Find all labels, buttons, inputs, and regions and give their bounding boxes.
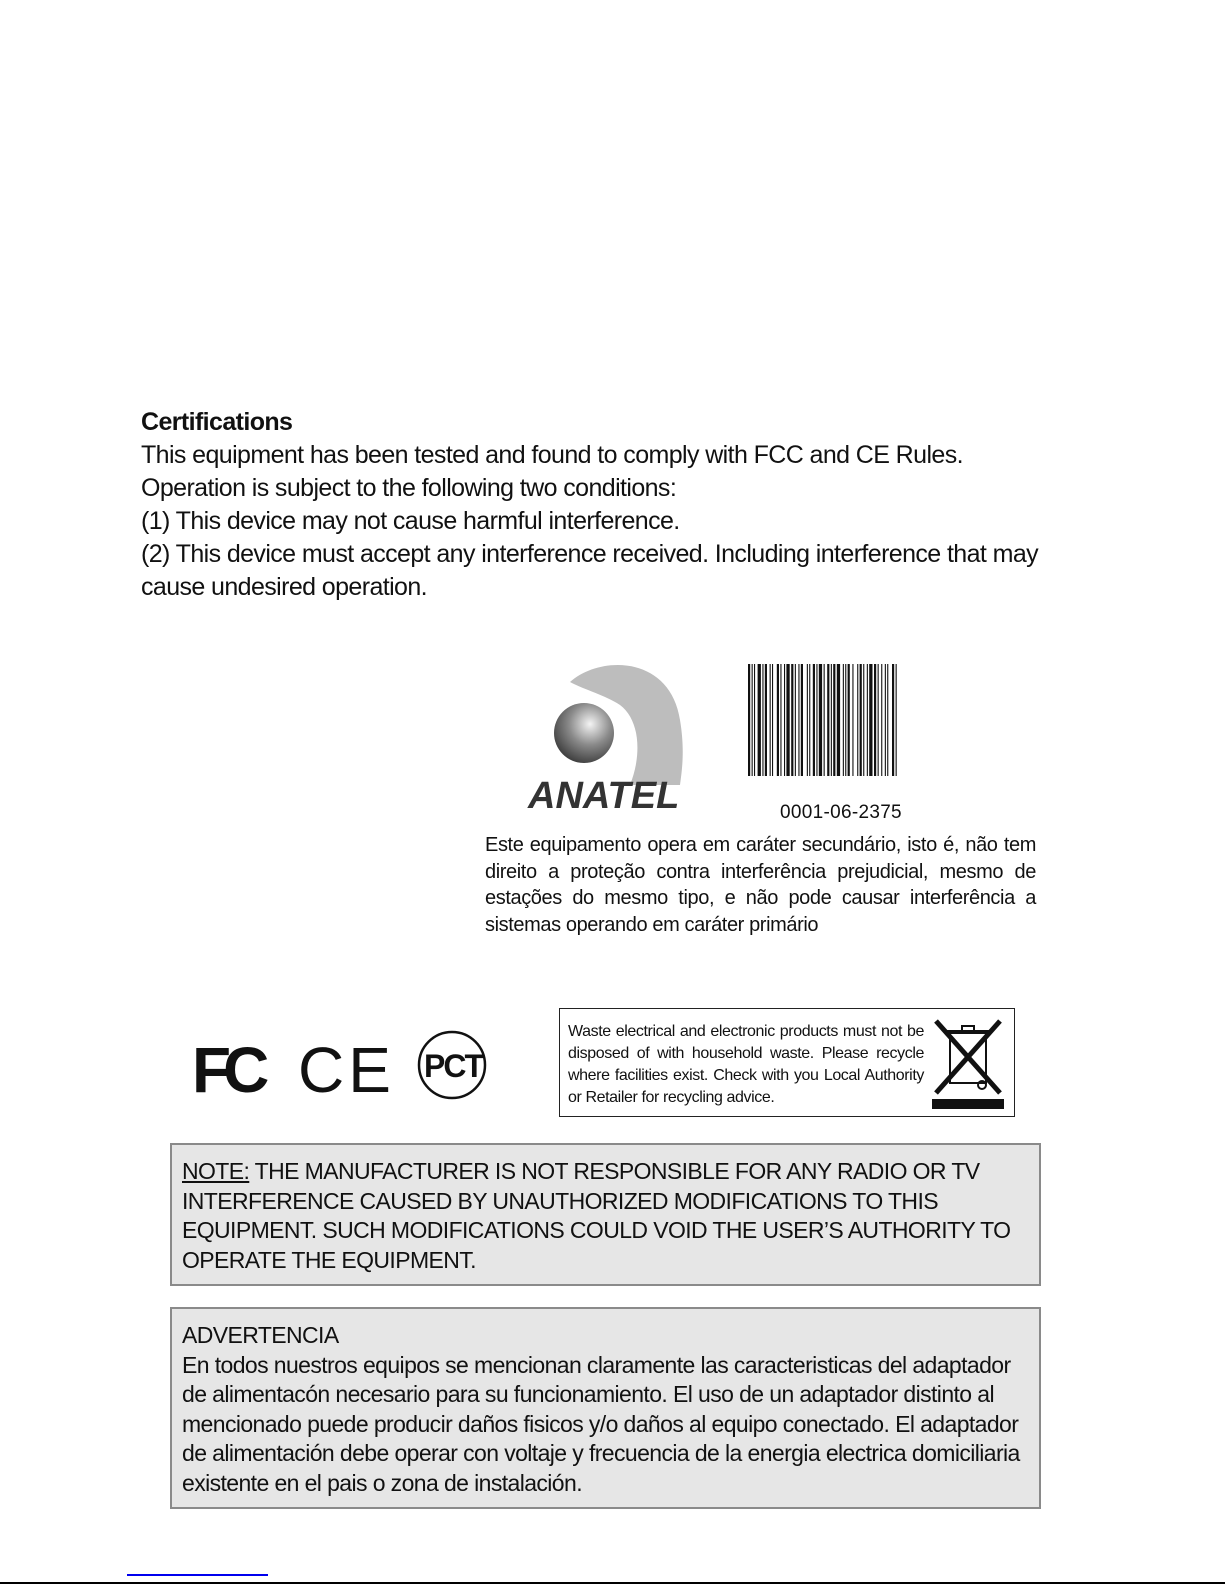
barcode-bar bbox=[887, 664, 888, 776]
barcode-bar bbox=[784, 664, 785, 776]
pct-mark-icon bbox=[419, 1032, 485, 1098]
note-box bbox=[170, 1143, 1041, 1286]
cert-line-3: (1) This device may not cause harmful interference. bbox=[141, 507, 680, 535]
barcode-bar bbox=[762, 664, 763, 776]
pct-mark-text: PCT bbox=[424, 1048, 482, 1084]
barcode-bar bbox=[831, 664, 832, 776]
certifications-section bbox=[141, 406, 1101, 604]
barcode-bar bbox=[816, 664, 817, 776]
barcode-bar bbox=[827, 664, 829, 776]
advertencia-text: En todos nuestros equipos se mencionan claramente las caracteristicas del adaptador de alimentacón necesario para su funcionamiento. El uso de un adaptador distinto al mencionado puede producir daños fisicos y/o daños al equipo conectado. El adaptador de alimentación debe operar con voltaje y frecuencia de la energia electrica domiciliaria existente en el pais o zona de instalación. bbox=[182, 1351, 1020, 1496]
weee-notice-box bbox=[559, 1008, 1015, 1117]
certification-marks bbox=[190, 1030, 520, 1100]
barcode-bar bbox=[837, 664, 840, 776]
barcode-bar bbox=[786, 664, 789, 776]
cert-line-4: (2) This device must accept any interference received. Including interference that may cause undesired operation. bbox=[141, 540, 1039, 601]
anatel-logo-text: ANATEL bbox=[528, 775, 680, 817]
barcode-bar bbox=[892, 664, 894, 776]
barcode-bar bbox=[807, 664, 808, 776]
ce-mark-icon bbox=[298, 1034, 395, 1100]
barcode-bar bbox=[770, 664, 771, 776]
advertencia-title: ADVERTENCIA bbox=[182, 1322, 339, 1348]
ce-mark-text: CE bbox=[298, 1034, 395, 1100]
barcode-bar bbox=[885, 664, 886, 776]
barcode-bar bbox=[848, 664, 850, 776]
barcode-bar bbox=[843, 664, 844, 776]
barcode-bar bbox=[860, 664, 862, 776]
barcode-bar bbox=[852, 664, 853, 776]
note-label: NOTE: bbox=[182, 1158, 250, 1184]
barcode-bar bbox=[878, 664, 879, 776]
fcc-mark-text: FC bbox=[192, 1034, 262, 1100]
fcc-mark-icon bbox=[192, 1034, 268, 1100]
barcode-bar bbox=[798, 664, 799, 776]
barcode-bar bbox=[813, 664, 815, 776]
barcode-bar bbox=[801, 664, 803, 776]
weee-text: Waste electrical and electronic products must not be disposed of with household waste. Please recycle where facilities exist. Check with you Local Authority or Retailer for recycling advice. bbox=[568, 1023, 924, 1106]
anatel-notice: Este equipamento opera em caráter secundário, isto é, não tem direito a proteção contra interferência prejudicial, mesmo de estações do mesmo tipo, e não pode causar interferência a sistemas operando em caráter primário bbox=[485, 834, 1036, 936]
barcode bbox=[748, 664, 948, 776]
barcode-bar bbox=[869, 664, 872, 776]
barcode-bar bbox=[780, 664, 781, 776]
barcode-bar bbox=[896, 664, 897, 776]
barcode-bar bbox=[874, 664, 876, 776]
barcode-bar bbox=[754, 664, 755, 776]
barcode-bar bbox=[863, 664, 864, 776]
barcode-bar bbox=[881, 664, 882, 776]
barcode-bar bbox=[791, 664, 793, 776]
barcode-bar bbox=[795, 664, 796, 776]
barcode-bar bbox=[867, 664, 868, 776]
barcode-bar bbox=[772, 664, 773, 776]
anatel-logo bbox=[520, 660, 690, 820]
barcode-bar bbox=[833, 664, 835, 776]
barcode-bar bbox=[777, 664, 779, 776]
barcode-bar bbox=[824, 664, 825, 776]
certifications-title: Certifications bbox=[141, 408, 293, 436]
barcode-bar bbox=[748, 664, 750, 776]
barcode-bar bbox=[845, 664, 846, 776]
barcode-bar bbox=[758, 664, 761, 776]
barcode-bar bbox=[819, 664, 822, 776]
barcode-bar bbox=[752, 664, 753, 776]
anatel-registration-number: 0001-06-2375 bbox=[780, 802, 902, 823]
advertencia-box bbox=[170, 1307, 1041, 1509]
cert-line-2: Operation is subject to the following two conditions: bbox=[141, 474, 677, 502]
barcode-bar bbox=[765, 664, 767, 776]
crossed-bin-icon bbox=[932, 1017, 1004, 1109]
barcode-bar bbox=[809, 664, 810, 776]
link-underline bbox=[127, 1574, 268, 1576]
barcode-bar bbox=[857, 664, 858, 776]
cert-line-1: This equipment has been tested and found to comply with FCC and CE Rules. bbox=[141, 441, 963, 469]
page-bottom-rule bbox=[0, 1582, 1225, 1584]
note-text: THE MANUFACTURER IS NOT RESPONSIBLE FOR ANY RADIO OR TV INTERFERENCE CAUSED BY UNAUTHORIZED MODIFICATIONS TO THIS EQUIPMENT. SUCH MODIFICATIONS COULD VOID THE USER’S AUTHORITY TO OPERATE THE EQUIPMENT. bbox=[182, 1158, 1011, 1273]
